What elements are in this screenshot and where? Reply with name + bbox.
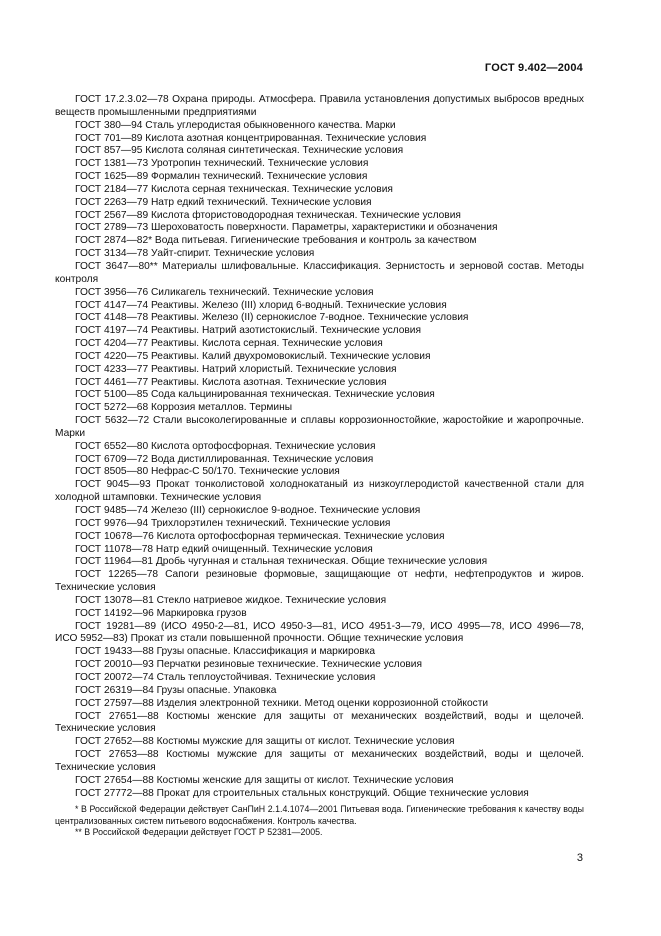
reference-item: ГОСТ 4220—75 Реактивы. Калий двухромовокислый. Технические условия: [75, 350, 431, 362]
reference-item: ГОСТ 2263—79 Натр едкий технический. Технические условия: [75, 196, 372, 208]
reference-item: ГОСТ 17.2.3.02—78 Охрана природы. Атмосфера. Правила установления допустимых выбросов вредных веществ промышленными предприятиями: [55, 94, 584, 118]
footnotes-section: [55, 804, 584, 839]
reference-item: ГОСТ 27597—88 Изделия электронной техники. Метод оценки коррозионной стойкости: [75, 697, 489, 709]
reference-item: ГОСТ 2789—73 Шероховатость поверхности. Параметры, характеристики и обозначения: [75, 222, 498, 234]
reference-item: ГОСТ 4204—77 Реактивы. Кислота серная. Технические условия: [75, 338, 383, 350]
reference-item: ГОСТ 2184—77 Кислота серная техническая. Технические условия: [75, 183, 393, 195]
reference-item: ГОСТ 11078—78 Натр едкий очищенный. Технические условия: [75, 543, 373, 555]
page-number: 3: [576, 852, 583, 864]
reference-item: ГОСТ 857—95 Кислота соляная синтетическая. Технические условия: [75, 145, 404, 157]
reference-item: ГОСТ 701—89 Кислота азотная концентрированная. Технические условия: [75, 132, 427, 144]
reference-item: ГОСТ 3956—76 Силикагель технический. Технические условия: [75, 286, 374, 298]
reference-item: ГОСТ 19281—89 (ИСО 4950-2—81, ИСО 4950-3—81, ИСО 4951-3—79, ИСО 4995—78, ИСО 4996—78, ИСО 5952—83) Прокат из стали повышенной прочности. Общие технические условия: [55, 620, 584, 645]
reference-item: ГОСТ 4461—77 Реактивы. Кислота азотная. Технические условия: [75, 376, 387, 388]
reference-item: ГОСТ 27772—88 Прокат для строительных стальных конструкций. Общие технические условия: [75, 787, 529, 799]
reference-item: ГОСТ 8505—80 Нефрас-С 50/170. Технические условия: [75, 466, 340, 478]
reference-item: ГОСТ 2874—82* Вода питьевая. Гигиенические требования и контроль за качеством: [75, 235, 477, 247]
reference-item: ГОСТ 19433—88 Грузы опасные. Классификация и маркировка: [75, 646, 376, 658]
reference-item: ГОСТ 20010—93 Перчатки резиновые технические. Технические условия: [75, 659, 423, 671]
reference-item: ГОСТ 4147—74 Реактивы. Железо (III) хлорид 6-водный. Технические условия: [75, 299, 447, 311]
reference-item: ГОСТ 380—94 Сталь углеродистая обыкновенного качества. Марки: [75, 119, 396, 131]
reference-item: ГОСТ 20072—74 Сталь теплоустойчивая. Технические условия: [75, 671, 376, 683]
footnote-item: * В Российской Федерации действует СанПиН 2.1.4.1074—2001 Питьевая вода. Гигиенические требования к качеству воды централизованных систем питьевого водоснабжения. Контроль качества.: [55, 804, 584, 826]
reference-item: ГОСТ 11964—81 Дробь чугунная и стальная техническая. Общие технические условия: [75, 556, 488, 568]
reference-item: ГОСТ 1381—73 Уротропин технический. Технические условия: [75, 158, 369, 170]
reference-item: ГОСТ 12265—78 Сапоги резиновые формовые, защищающие от нефти, нефтепродуктов и жиров. Технические условия: [55, 569, 584, 594]
reference-item: ГОСТ 27653—88 Костюмы мужские для защиты от механических воздействий, воды и щелочей. Технические условия: [55, 749, 584, 773]
reference-item: ГОСТ 27652—88 Костюмы мужские для защиты от кислот. Технические условия: [75, 736, 455, 748]
reference-item: ГОСТ 3647—80** Материалы шлифовальные. Классификация. Зернистость и зерновой состав. Методы контроля: [55, 260, 584, 285]
reference-item: ГОСТ 14192—96 Маркировка грузов: [75, 607, 247, 619]
reference-item: ГОСТ 26319—84 Грузы опасные. Упаковка: [75, 684, 277, 696]
reference-item: ГОСТ 2567—89 Кислота фтористоводородная техническая. Технические условия: [75, 209, 461, 221]
reference-item: ГОСТ 13078—81 Стекло натриевое жидкое. Технические условия: [75, 594, 387, 606]
reference-item: ГОСТ 5100—85 Сода кальцинированная техническая. Технические условия: [75, 389, 435, 401]
reference-item: ГОСТ 5272—68 Коррозия металлов. Термины: [75, 402, 293, 414]
reference-item: ГОСТ 1625—89 Формалин технический. Технические условия: [75, 171, 368, 183]
footnote-item: ** В Российской Федерации действует ГОСТ Р 52381—2005.: [75, 827, 323, 838]
reference-item: ГОСТ 9976—94 Трихлорэтилен технический. Технические условия: [75, 517, 391, 529]
normative-references-list: [55, 94, 584, 800]
reference-item: ГОСТ 9485—74 Железо (III) сернокислое 9-водное. Технические условия: [75, 505, 421, 516]
reference-item: ГОСТ 9045—93 Прокат тонколистовой холоднокатаный из низкоуглеродистой качественной стали для холодной штамповки. Технические условия: [55, 479, 584, 504]
reference-item: ГОСТ 27651—88 Костюмы женские для защиты от механических воздействий, воды и щелочей. Технические условия: [55, 710, 584, 735]
reference-item: ГОСТ 6709—72 Вода дистиллированная. Технические условия: [75, 453, 374, 465]
reference-item: ГОСТ 5632—72 Стали высоколегированные и сплавы коррозионностойкие, жаростойкие и жаропрочные. Марки: [55, 415, 584, 439]
reference-item: ГОСТ 3134—78 Уайт-спирит. Технические условия: [75, 248, 315, 260]
reference-item: ГОСТ 27654—88 Костюмы женские для защиты от кислот. Технические условия: [75, 774, 454, 786]
document-code-header: ГОСТ 9.402—2004: [484, 62, 583, 74]
reference-item: ГОСТ 6552—80 Кислота ортофосфорная. Технические условия: [75, 440, 376, 452]
reference-item: ГОСТ 4233—77 Реактивы. Натрий хлористый. Технические условия: [75, 363, 397, 375]
reference-item: ГОСТ 4148—78 Реактивы. Железо (II) сернокислое 7-водное. Технические условия: [75, 312, 469, 324]
reference-item: ГОСТ 10678—76 Кислота ортофосфорная термическая. Технические условия: [75, 530, 445, 542]
reference-item: ГОСТ 4197—74 Реактивы. Натрий азотистокислый. Технические условия: [75, 325, 422, 337]
